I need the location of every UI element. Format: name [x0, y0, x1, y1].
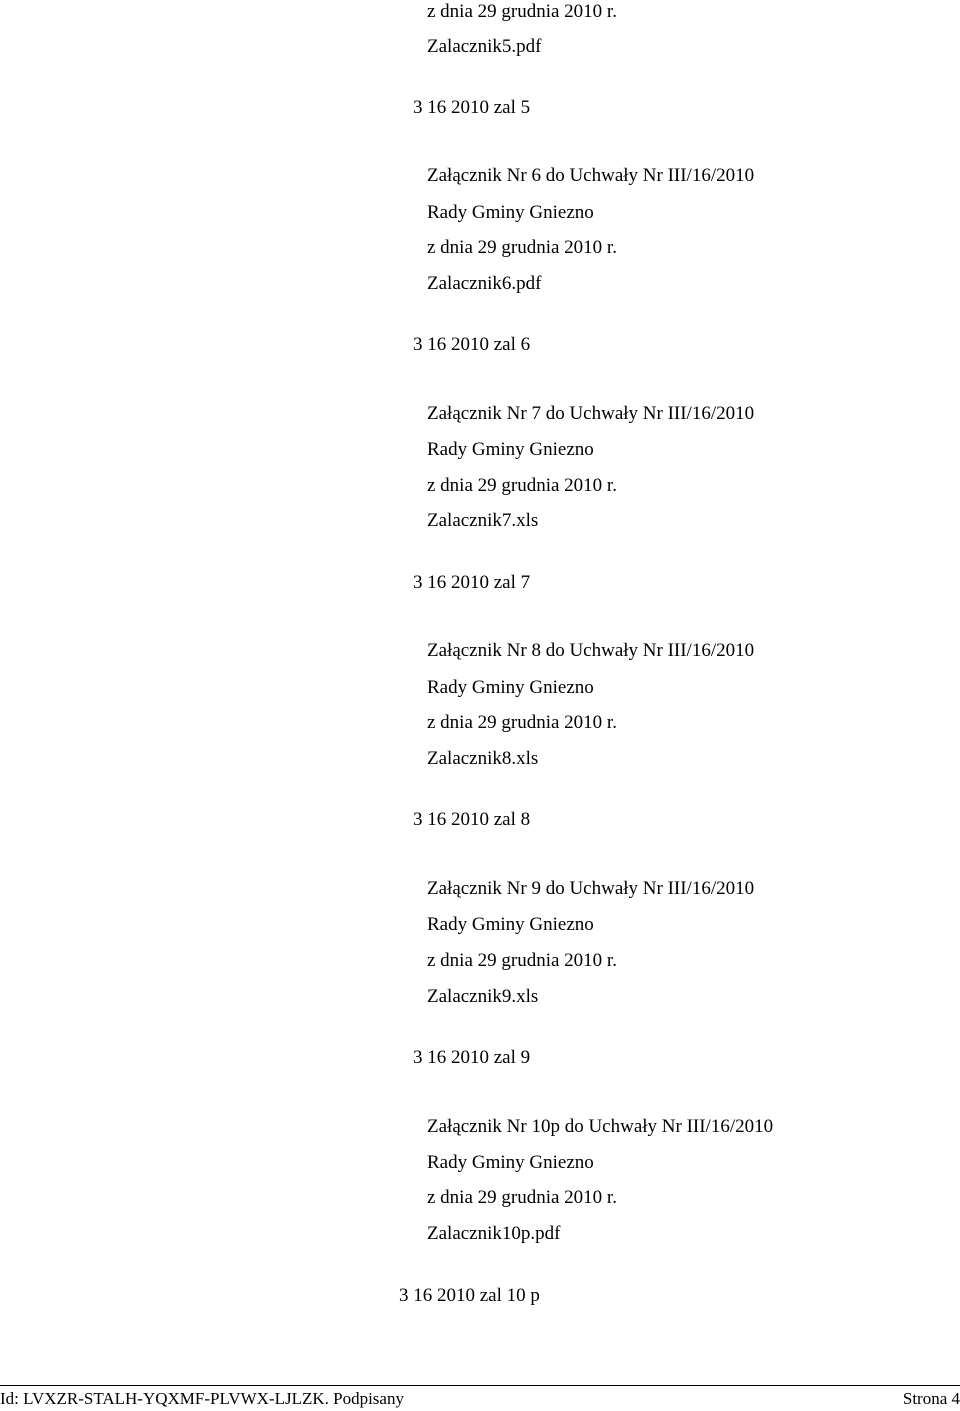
attachment-heading: 3 16 2010 zal 8 — [413, 809, 531, 830]
filename-line: Zalacznik10p.pdf — [427, 1223, 561, 1244]
date-line: z dnia 29 grudnia 2010 r. — [427, 237, 617, 258]
title-line: Załącznik Nr 8 do Uchwały Nr III/16/2010 — [427, 640, 755, 661]
title-line: Załącznik Nr 6 do Uchwały Nr III/16/2010 — [427, 165, 755, 186]
attachment-heading: 3 16 2010 zal 10 p — [399, 1285, 540, 1306]
footer-divider — [0, 1385, 960, 1386]
council-line: Rady Gminy Gniezno — [427, 202, 594, 223]
council-line: Rady Gminy Gniezno — [427, 677, 594, 698]
title-line: Załącznik Nr 10p do Uchwały Nr III/16/2010 — [427, 1116, 774, 1137]
date-line: z dnia 29 grudnia 2010 r. — [427, 950, 617, 971]
document-id: Id: LVXZR-STALH-YQXMF-PLVWX-LJLZK. Podpisany — [0, 1389, 404, 1408]
council-line: Rady Gminy Gniezno — [427, 439, 594, 460]
page-number: Strona 4 — [902, 1389, 960, 1408]
filename-line: Zalacznik7.xls — [427, 510, 539, 531]
date-line: z dnia 29 grudnia 2010 r. — [427, 1187, 617, 1208]
date-line: z dnia 29 grudnia 2010 r. — [427, 712, 617, 733]
filename-line: Zalacznik8.xls — [427, 748, 539, 769]
filename-line: Zalacznik5.pdf — [427, 36, 542, 57]
filename-line: Zalacznik9.xls — [427, 986, 539, 1007]
attachment-heading: 3 16 2010 zal 9 — [413, 1047, 531, 1068]
attachment-heading: 3 16 2010 zal 7 — [413, 572, 531, 593]
title-line: Załącznik Nr 9 do Uchwały Nr III/16/2010 — [427, 878, 755, 899]
date-line: z dnia 29 grudnia 2010 r. — [427, 475, 617, 496]
council-line: Rady Gminy Gniezno — [427, 1152, 594, 1173]
attachment-heading: 3 16 2010 zal 5 — [413, 97, 531, 118]
council-line: Rady Gminy Gniezno — [427, 914, 594, 935]
filename-line: Zalacznik6.pdf — [427, 273, 542, 294]
date-line: z dnia 29 grudnia 2010 r. — [427, 1, 617, 22]
attachment-heading: 3 16 2010 zal 6 — [413, 334, 531, 355]
title-line: Załącznik Nr 7 do Uchwały Nr III/16/2010 — [427, 403, 755, 424]
